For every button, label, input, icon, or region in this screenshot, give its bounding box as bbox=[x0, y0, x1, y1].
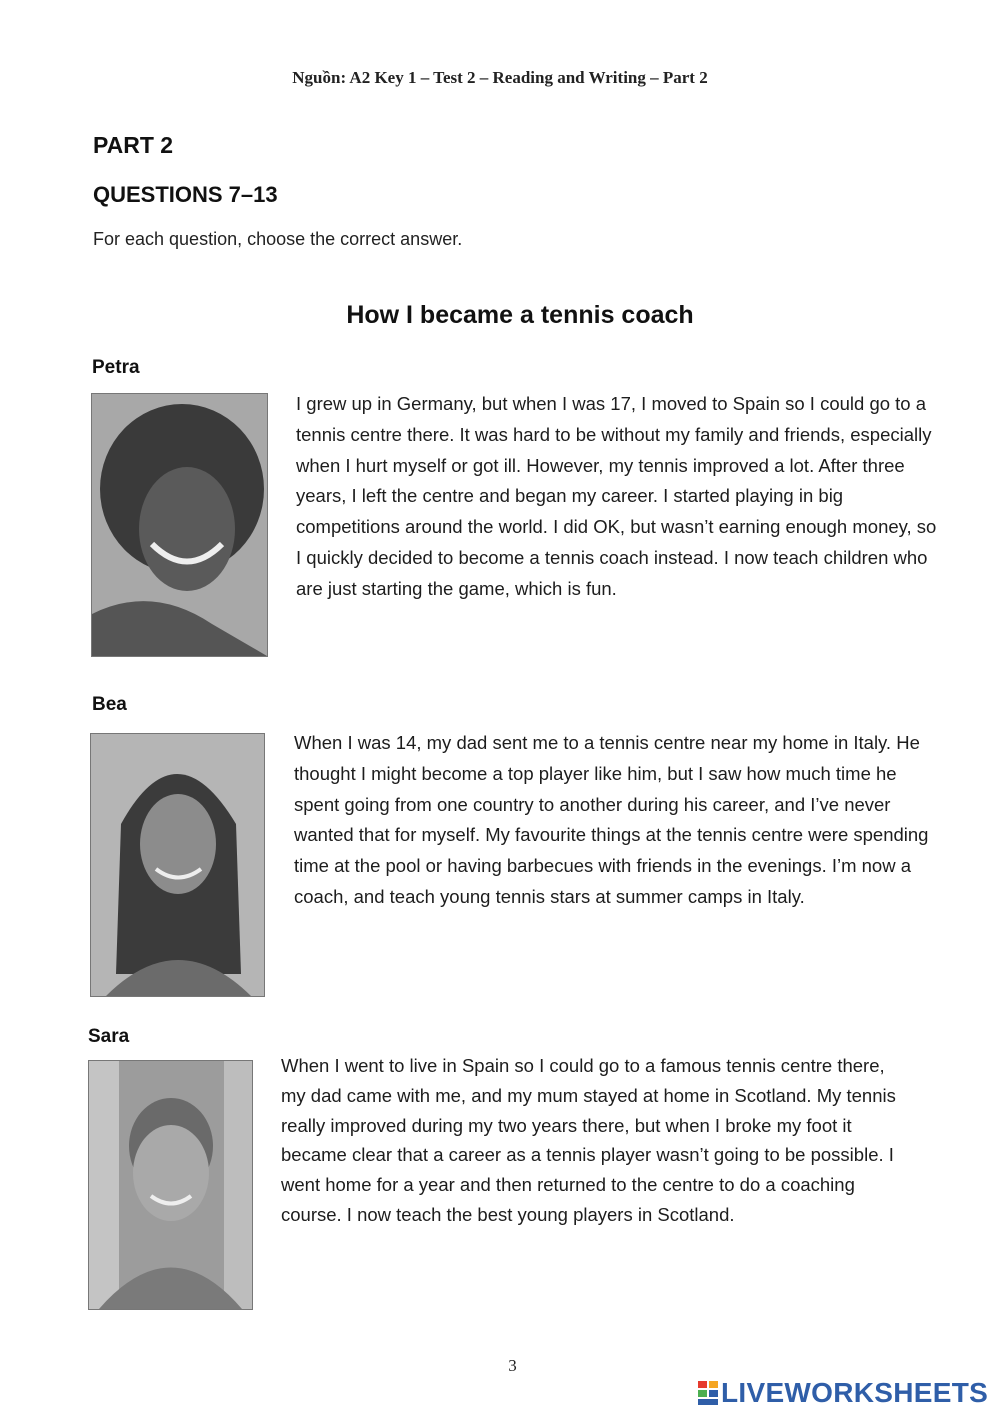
part-title: PART 2 bbox=[93, 132, 174, 158]
bea-portrait-icon bbox=[91, 734, 264, 996]
logo-text: LIVEWORKSHEETS bbox=[721, 1377, 989, 1408]
sara-photo bbox=[88, 1060, 253, 1310]
person-name-sara: Sara bbox=[88, 1026, 130, 1047]
instruction-text: For each question, choose the correct answer. bbox=[93, 229, 463, 249]
source-line: Nguồn: A2 Key 1 – Test 2 – Reading and Writing – Part 2 bbox=[292, 68, 708, 87]
petra-paragraph: I grew up in Germany, but when I was 17, I moved to Spain so I could go to a tennis centre there. It was hard to be without my family and friends, especially when I hurt myself or got ill. However, my tennis improved a lot. After three years, I left the centre and began my career. I started playing in big competitions around the world. I did OK, but wasn’t earning enough money, so I quickly decided to become a tennis coach instead. I now teach children who are just starting the game, which is fun. bbox=[296, 393, 937, 599]
person-name-bea: Bea bbox=[92, 694, 127, 715]
page-number: 3 bbox=[508, 1356, 517, 1375]
petra-photo bbox=[91, 393, 268, 657]
questions-range: QUESTIONS 7–13 bbox=[93, 182, 278, 207]
petra-portrait-icon bbox=[92, 394, 267, 656]
sara-paragraph: When I went to live in Spain so I could go to a famous tennis centre there, my dad came with me, and my mum stayed at home in Scotland. My tennis really improved during my two years there, but when I broke my foot it became clear that a career as a tennis player wasn’t going to be possible. I went home for a year and then returned to the centre to do a coaching course. I now teach the best young players in Scotland. bbox=[281, 1055, 896, 1225]
liveworksheets-logo bbox=[697, 1378, 988, 1408]
person-name-petra: Petra bbox=[92, 357, 140, 378]
sara-portrait-icon bbox=[89, 1061, 252, 1309]
bea-photo bbox=[90, 733, 265, 997]
liveworksheets-logo-icon bbox=[697, 1380, 719, 1406]
article-heading: How I became a tennis coach bbox=[346, 301, 694, 329]
bea-paragraph: When I was 14, my dad sent me to a tennis centre near my home in Italy. He thought I might become a top player like him, but I saw how much time he spent going from one country to another during his career, and I’ve never wanted that for myself. My favourite things at the tennis centre were spending time at the pool or having barbecues with friends in the evenings. I’m now a coach, and teach young tennis stars at summer camps in Italy. bbox=[294, 732, 929, 907]
